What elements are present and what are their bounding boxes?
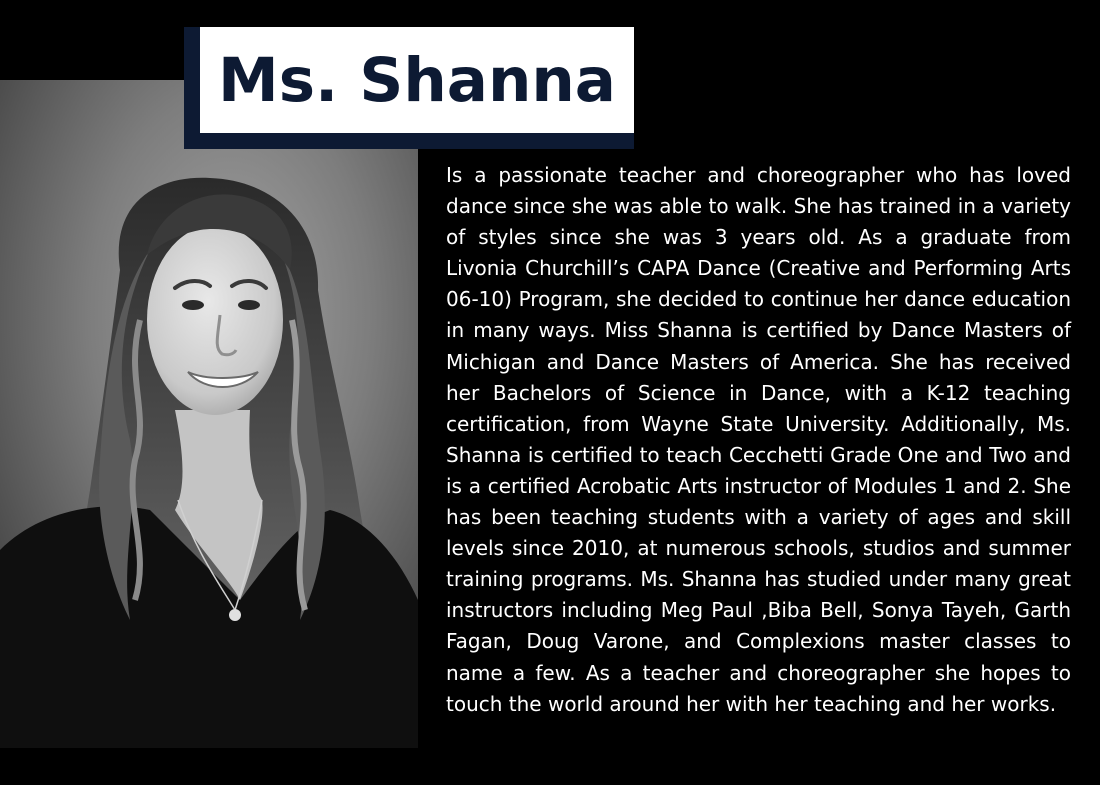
portrait-illustration: [0, 80, 418, 748]
bio-paragraph: Is a passionate teacher and choreographer who has loved dance since she was able to walk. She has trained in a variety of styles since she was 3 years old. As a graduate from Livonia Churchill’s CAPA Dance (Creative and Performing Arts 06-10) Program, she decided to continue her dance education in many ways. Miss Shanna is certified by Dance Masters of Michigan and Dance Masters of America. She has received her Bachelors of Science in Dance, with a K-12 teaching certification, from Wayne State University. Additionally, Ms. Shanna is certified to teach Cecchetti Grade One and Two and is a certified Acrobatic Arts instructor of Modules 1 and 2. She has been teaching students with a variety of ages and skill levels since 2010, at numerous schools, studios and summer training programs. Ms. Shanna has studied under many great instructors including Meg Paul ,Biba Bell, Sonya Tayeh, Garth Fagan, Doug Varone, and Complexions master classes to name a few. As a teacher and choreographer she hopes to touch the world around her with her teaching and her works.: [446, 163, 1071, 716]
name-box: [200, 27, 634, 133]
teacher-name: Ms. Shanna: [218, 44, 616, 116]
portrait-photo: [0, 80, 418, 748]
